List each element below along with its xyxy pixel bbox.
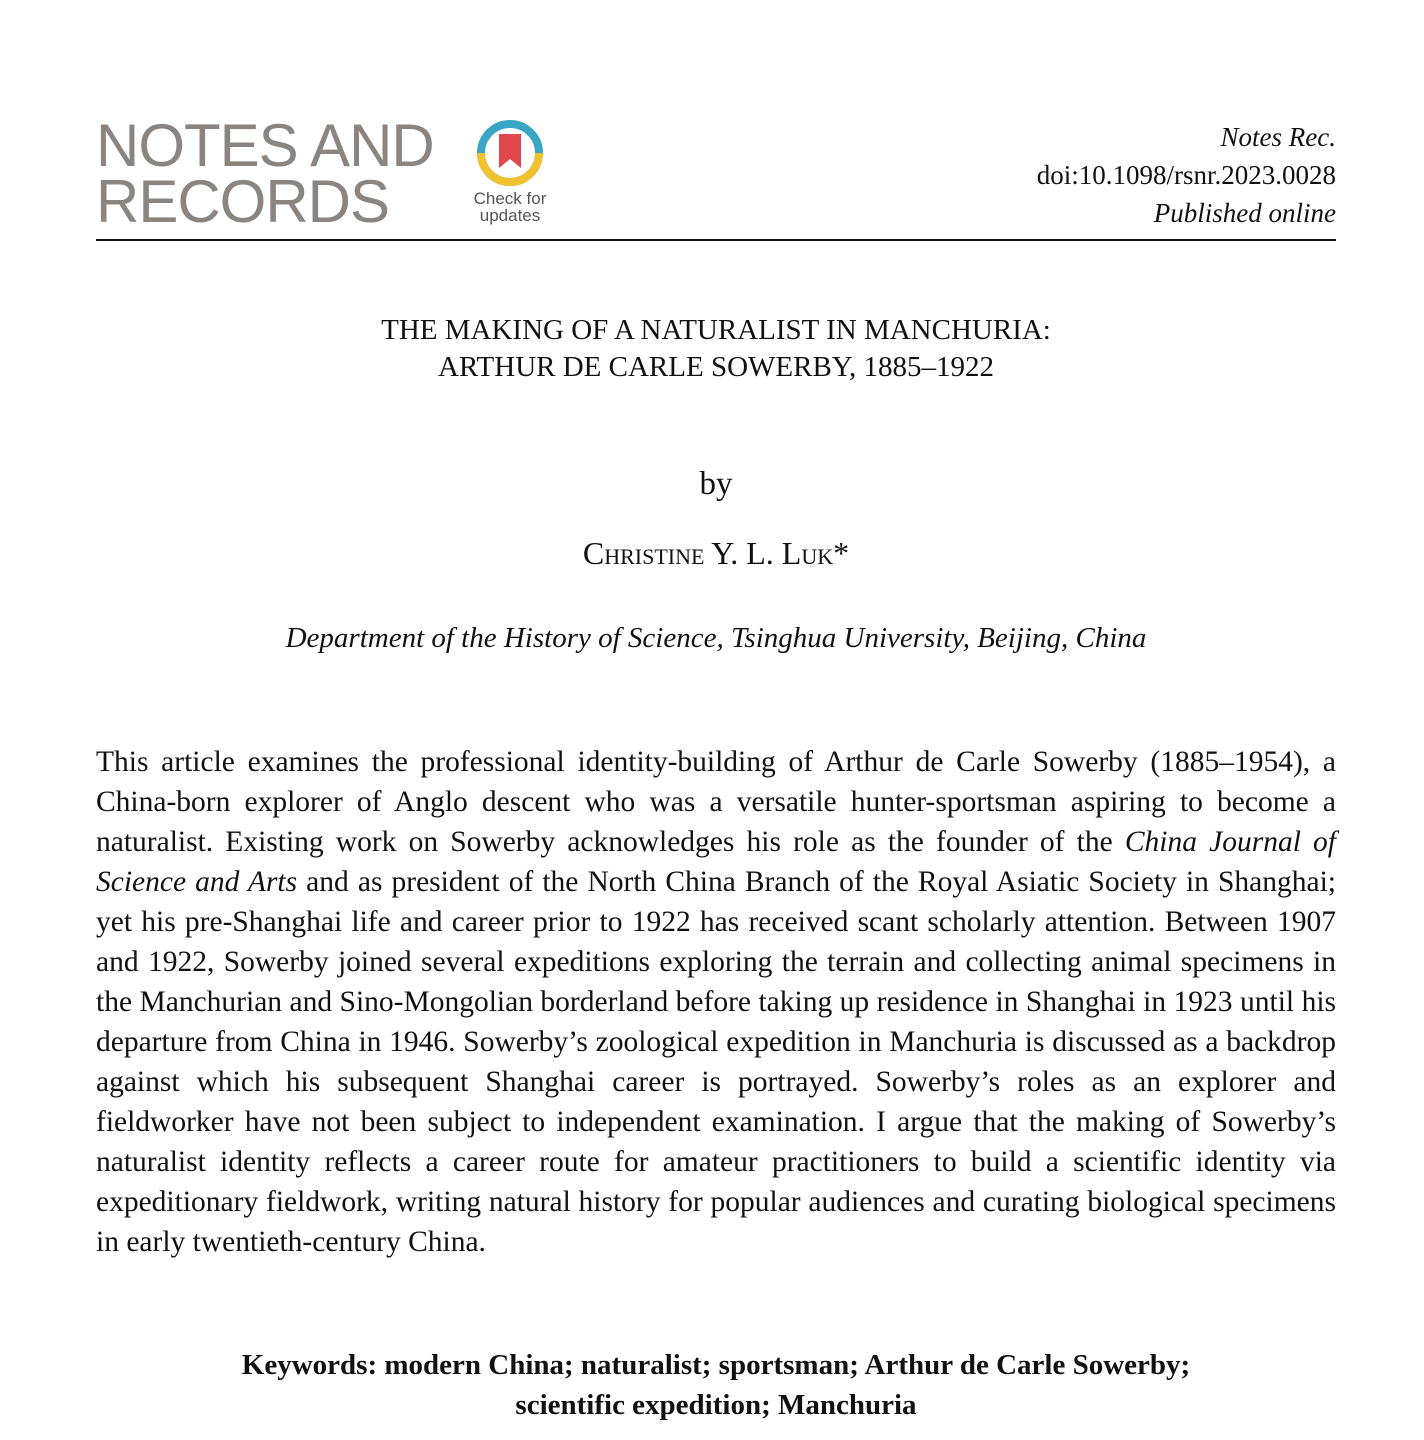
publication-status: Published online <box>1153 198 1336 228</box>
keywords-line-2: scientific expedition; Manchuria <box>515 1389 917 1421</box>
journal-title-italic: China Journal of Science and Arts <box>96 826 1337 898</box>
page-header <box>96 112 1336 240</box>
logo-line-1: NOTES AND <box>96 112 434 179</box>
doi[interactable]: doi:10.1098/rsnr.2023.0028 <box>1036 160 1336 190</box>
title-line-2: ARTHUR DE CARLE SOWERBY, 1885–1922 <box>438 351 994 383</box>
article-title <box>96 312 1336 386</box>
keywords <box>96 1345 1336 1425</box>
journal-abbrev: Notes Rec. <box>1220 122 1336 152</box>
journal-logo <box>96 112 434 235</box>
author-footnote-mark[interactable]: * <box>833 535 850 571</box>
abstract: This article examines the professional identity-building of Arthur de Carle Sowerby (1885–1954), a China-born explorer of Anglo descent who was a versatile hunter-sportsman aspiring to become a naturalist. Existing work on Sowerby acknowledges his role as the founder of the China Journal of Science and Arts and as president of the North China Branch of the Royal Asiatic Society in Shanghai; yet his pre-Shanghai life and career prior to 1922 has received scant scholarly attention. Between 1907 and 1922, Sowerby joined several expeditions exploring the terrain and collecting animal specimens in the Manchurian and Sino-Mongolian borderland before taking up residence in Shanghai in 1923 until his departure from China in 1946. Sowerby’s zoological expedition in Manchuria is discussed as a backdrop against which his subsequent Shanghai career is portrayed. Sowerby’s roles as an explorer and fieldworker have not been subject to independent examination. I argue that the making of Sowerby’s naturalist identity reflects a career route for amateur practitioners to build a scientific identity via expeditionary fieldwork, writing natural history for popular audiences and curating biological specimens in early twentieth-century China. <box>96 746 1337 1258</box>
check-for-updates-badge[interactable] <box>466 118 554 224</box>
keywords-line-1: Keywords: modern China; naturalist; sportsman; Arthur de Carle Sowerby; <box>241 1349 1191 1381</box>
article-meta <box>1037 118 1336 232</box>
author-affiliation: Department of the History of Science, Tsinghua University, Beijing, China <box>285 622 1147 654</box>
logo-line-2: RECORDS <box>96 168 390 235</box>
check-for-updates-label: Check for updates <box>473 189 547 225</box>
author-name: Christine Y. L. Luk* <box>582 535 850 571</box>
title-line-1: THE MAKING OF A NATURALIST IN MANCHURIA: <box>381 314 1051 346</box>
byline: by <box>699 466 733 502</box>
check-for-updates-icon <box>475 118 545 188</box>
header-rule <box>96 239 1336 241</box>
